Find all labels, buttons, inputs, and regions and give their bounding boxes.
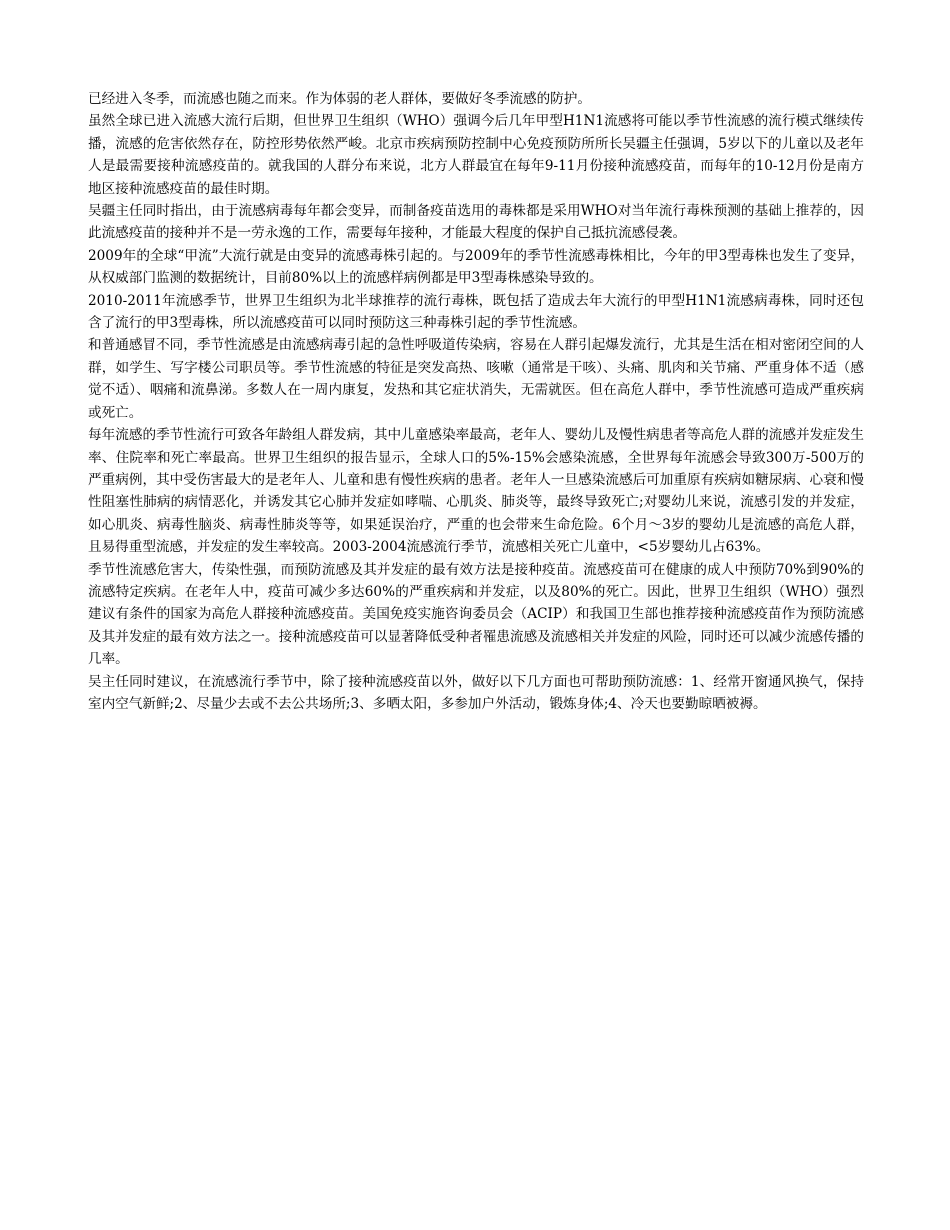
paragraph-seasonal-flu-symptoms: 和普通感冒不同，季节性流感是由流感病毒引起的急性呼吸道传染病，容易在人群引起爆发流行，尤其是生活在相对密闭空间的人群，如学生、写字楼公司职员等。季节性流感的特征是突发高热、咳嗽（通常是干咳）、头痛、肌肉和关节痛、严重身体不适（感觉不适）、咽痛和流鼻涕。多数人在一周内康复，发热和其它症状消失，无需就医。但在高危人群中，季节性流感可造成严重疾病或死亡。	[88, 337, 864, 421]
paragraph-high-risk-groups: 每年流感的季节性流行可致各年龄组人群发病，其中儿童感染率最高，老年人、婴幼儿及慢性病患者等高危人群的流感并发症发生率、住院率和死亡率最高。世界卫生组织的报告显示，全球人口的5%-15%会感染流感，全世界每年流感会导致300万-500万的严重病例，其中受伤害最大的是老年人、儿童和患有慢性疾病的患者。老年人一旦感染流感后可加重原有疾病如糖尿病、心衰和慢性阻塞性肺病的病情恶化，并诱发其它心肺并发症如哮喘、心肌炎、肺炎等，最终导致死亡;对婴幼儿来说，流感引发的并发症，如心肌炎、病毒性脑炎、病毒性肺炎等等，如果延误治疗，严重的也会带来生命危险。6个月～3岁的婴幼儿是流感的高危人群，且易得重型流感，并发症的发生率较高。2003-2004流感流行季节，流感相关死亡儿童中，<5岁婴幼儿占63%。	[88, 427, 864, 556]
paragraph-annual-vaccination: 吴疆主任同时指出，由于流感病毒每年都会变异，而制备疫苗选用的毒株都是采用WHO对当年流行毒株预测的基础上推荐的，因此流感疫苗的接种并不是一劳永逸的工作，需要每年接种，才能最大程度的保护自己抵抗流感侵袭。	[88, 203, 864, 242]
paragraph-prevention-tips: 吴主任同时建议，在流感流行季节中，除了接种流感疫苗以外，做好以下几方面也可帮助预防流感：1、经常开窗通风换气，保持室内空气新鲜;2、尽量少去或不去公共场所;3、多晒太阳，多参加户外活动，锻炼身体;4、冷天也要勤晾晒被褥。	[88, 673, 864, 712]
paragraph-strain-variation: 2009年的全球“甲流”大流行就是由变异的流感毒株引起的。与2009年的季节性流感毒株相比，今年的甲3型毒株也发生了变异，从权威部门监测的数据统计，目前80%以上的流感样病例都是甲3型毒株感染导致的。	[88, 247, 864, 287]
paragraph-recommended-strains: 2010-2011年流感季节，世界卫生组织为北半球推荐的流行毒株，既包括了造成去年大流行的甲型H1N1流感病毒株，同时还包含了流行的甲3型毒株，所以流感疫苗可以同时预防这三种毒株引起的季节性流感。	[88, 292, 864, 332]
paragraph-vaccine-effectiveness: 季节性流感危害大，传染性强，而预防流感及其并发症的最有效方法是接种疫苗。流感疫苗可在健康的成人中预防70%到90%的流感特定疾病。在老年人中，疫苗可减少多达60%的严重疾病和并发症，以及80%的死亡。因此，世界卫生组织（WHO）强烈建议有条件的国家为高危人群接种流感疫苗。美国免疫实施咨询委员会（ACIP）和我国卫生部也推荐接种流感疫苗作为预防流感及其并发症的最有效方法之一。接种流感疫苗可以显著降低受种者罹患流感及流感相关并发症的风险，同时还可以减少流感传播的几率。	[88, 561, 864, 668]
paragraph-intro: 已经进入冬季，而流感也随之而来。作为体弱的老人群体，要做好冬季流感的防护。	[88, 91, 591, 107]
paragraph-vaccine-timing: 虽然全球已进入流感大流行后期，但世界卫生组织（WHO）强调今后几年甲型H1N1流感将可能以季节性流感的流行模式继续传播，流感的危害依然存在，防控形势依然严峻。北京市疾病预防控制中心免疫预防所所长吴疆主任强调，5岁以下的儿童以及老年人是最需要接种流感疫苗的。就我国的人群分布来说，北方人群最宜在每年9-11月份接种流感疫苗，而每年的10-12月份是南方地区接种流感疫苗的最佳时期。	[88, 113, 864, 197]
document-body	[88, 88, 864, 715]
